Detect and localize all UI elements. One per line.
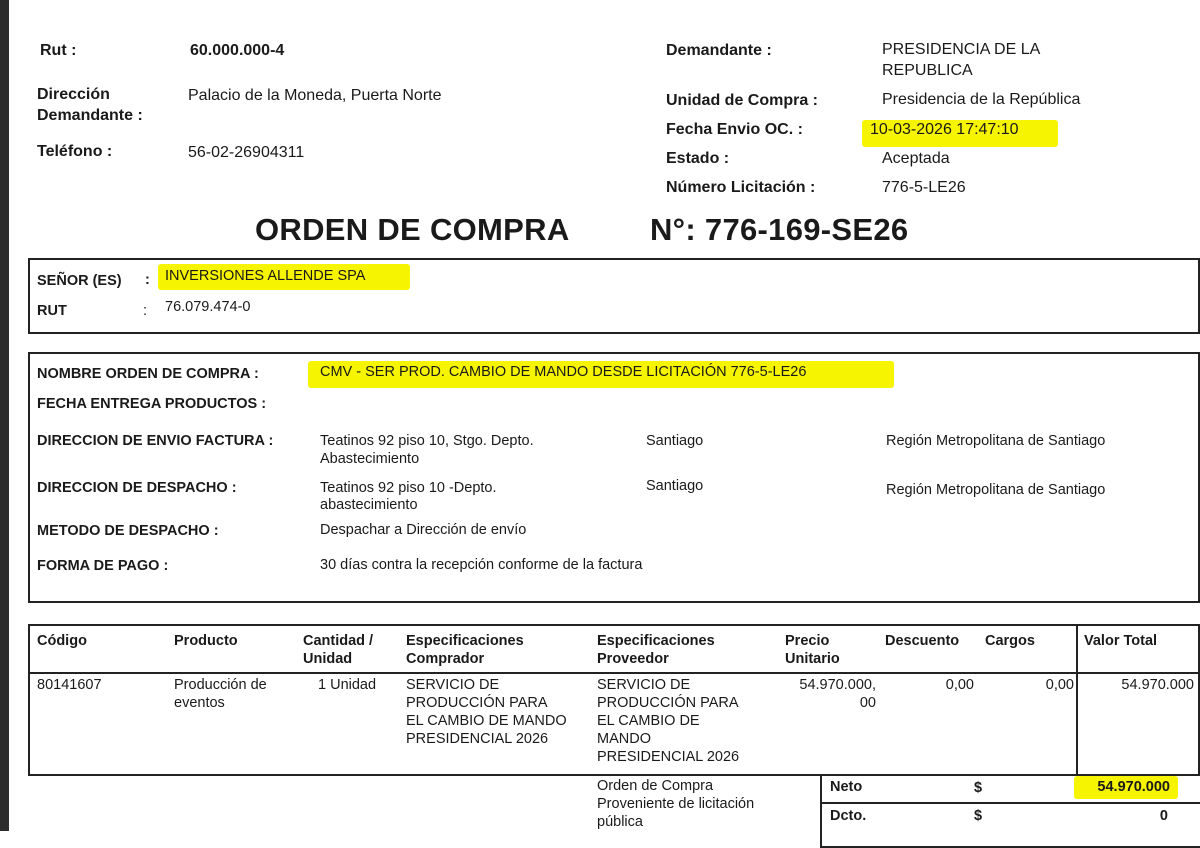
metodo-despacho-value: Despachar a Dirección de envío <box>320 522 527 538</box>
unidad-compra-value: Presidencia de la República <box>882 91 1081 108</box>
demandante-label: Demandante : <box>666 42 772 59</box>
telefono-value: 56-02-26904311 <box>188 144 305 161</box>
demandante-value-1: PRESIDENCIA DE LA <box>882 41 1041 58</box>
despacho-address-1: Teatinos 92 piso 10 -Depto. <box>320 480 497 496</box>
totals-divider <box>820 802 1200 804</box>
licitacion-label: Número Licitación : <box>666 179 816 196</box>
metodo-despacho-label: METODO DE DESPACHO : <box>37 523 219 539</box>
cell-esp-proveedor-2: PRODUCCIÓN PARA <box>597 695 739 711</box>
cell-precio-1: 54.970.000, <box>799 677 876 693</box>
fecha-envio-value: 10-03-2026 17:47:10 <box>870 121 1019 138</box>
th-esp-proveedor-1: Especificaciones <box>597 633 715 649</box>
origin-line-2: Proveniente de licitación <box>597 796 755 812</box>
cell-esp-comprador-4: PRESIDENCIAL 2026 <box>406 731 549 747</box>
th-producto: Producto <box>174 633 238 649</box>
th-esp-proveedor-2: Proveedor <box>597 651 669 667</box>
cell-esp-proveedor-5: PRESIDENCIAL 2026 <box>597 749 740 765</box>
neto-currency: $ <box>974 780 983 796</box>
cell-producto-1: Producción de <box>174 677 267 693</box>
dcto-value: 0 <box>1159 808 1168 824</box>
senor-label: SEÑOR (ES) <box>37 273 122 289</box>
rut-label: Rut : <box>40 42 77 59</box>
envio-address-2: Abastecimiento <box>320 451 420 467</box>
origin-line-1: Orden de Compra <box>597 778 714 794</box>
th-codigo: Código <box>37 633 87 649</box>
cell-precio-2: 00 <box>859 695 876 711</box>
senor-colon: : <box>145 272 150 288</box>
cell-cantidad: 1 Unidad <box>318 677 377 693</box>
origin-line-3: pública <box>597 814 643 830</box>
supplier-rut-colon: : <box>143 303 148 319</box>
order-number: N°: 776-169-SE26 <box>650 212 909 247</box>
neto-value: 54.970.000 <box>1097 779 1170 795</box>
cell-esp-proveedor-3: EL CAMBIO DE <box>597 713 700 729</box>
th-cantidad-1: Cantidad / <box>303 633 374 649</box>
nombre-orden-label: NOMBRE ORDEN DE COMPRA : <box>37 366 259 382</box>
envio-address-1: Teatinos 92 piso 10, Stgo. Depto. <box>320 433 534 449</box>
despacho-city: Santiago <box>646 478 704 494</box>
cell-codigo: 80141607 <box>37 677 102 693</box>
th-cargos: Cargos <box>985 633 1035 649</box>
cell-esp-comprador-3: EL CAMBIO DE MANDO <box>406 713 567 729</box>
cell-descuento: 0,00 <box>945 677 974 693</box>
supplier-rut-label: RUT <box>37 303 67 319</box>
fecha-envio-label: Fecha Envio OC. : <box>666 121 803 138</box>
forma-pago-value: 30 días contra la recepción conforme de la factura <box>320 557 643 573</box>
th-precio-2: Unitario <box>785 651 840 667</box>
cell-esp-proveedor-4: MANDO <box>597 731 651 747</box>
cell-cargos: 0,00 <box>1045 677 1074 693</box>
envio-city: Santiago <box>646 433 704 449</box>
unidad-compra-label: Unidad de Compra : <box>666 92 819 109</box>
nombre-orden-value: CMV - SER PROD. CAMBIO DE MANDO DESDE LICITACIÓN 776-5-LE26 <box>320 364 807 380</box>
despacho-address-2: abastecimiento <box>320 497 418 513</box>
direccion-label-2: Demandante : <box>37 107 143 124</box>
forma-pago-label: FORMA DE PAGO : <box>37 558 169 574</box>
despacho-label: DIRECCION DE DESPACHO : <box>37 480 237 496</box>
cell-esp-proveedor-1: SERVICIO DE <box>597 677 691 693</box>
th-esp-comprador-1: Especificaciones <box>406 633 524 649</box>
cell-esp-comprador-1: SERVICIO DE <box>406 677 500 693</box>
demandante-value-2: REPUBLICA <box>882 62 973 79</box>
neto-label: Neto <box>830 779 863 795</box>
fecha-entrega-label: FECHA ENTREGA PRODUCTOS : <box>37 396 267 412</box>
th-esp-comprador-2: Comprador <box>406 651 485 667</box>
senor-value: INVERSIONES ALLENDE SPA <box>165 268 366 284</box>
estado-label: Estado : <box>666 150 730 167</box>
direccion-value: Palacio de la Moneda, Puerta Norte <box>188 87 442 104</box>
rut-value: 60.000.000-4 <box>190 42 285 59</box>
licitacion-value: 776-5-LE26 <box>882 179 966 196</box>
th-valor-total: Valor Total <box>1084 633 1158 649</box>
document-title: ORDEN DE COMPRA <box>255 212 570 247</box>
direccion-label-1: Dirección <box>37 86 110 103</box>
envio-factura-label: DIRECCION DE ENVIO FACTURA : <box>37 433 274 449</box>
cell-esp-comprador-2: PRODUCCIÓN PARA <box>406 695 548 711</box>
envio-region: Región Metropolitana de Santiago <box>886 433 1106 449</box>
dcto-currency: $ <box>974 808 983 824</box>
estado-value: Aceptada <box>882 150 950 167</box>
items-table-header-divider <box>28 672 1198 674</box>
cell-producto-2: eventos <box>174 695 225 711</box>
th-precio-1: Precio <box>785 633 830 649</box>
despacho-region: Región Metropolitana de Santiago <box>886 482 1106 498</box>
supplier-rut-value: 76.079.474-0 <box>165 299 251 315</box>
scan-left-edge <box>0 0 9 831</box>
cell-valor-total: 54.970.000 <box>1121 677 1194 693</box>
th-descuento: Descuento <box>885 633 960 649</box>
items-table-valor-divider <box>1076 624 1078 774</box>
th-cantidad-2: Unidad <box>303 651 353 667</box>
telefono-label: Teléfono : <box>37 143 113 160</box>
dcto-label: Dcto. <box>830 808 867 824</box>
